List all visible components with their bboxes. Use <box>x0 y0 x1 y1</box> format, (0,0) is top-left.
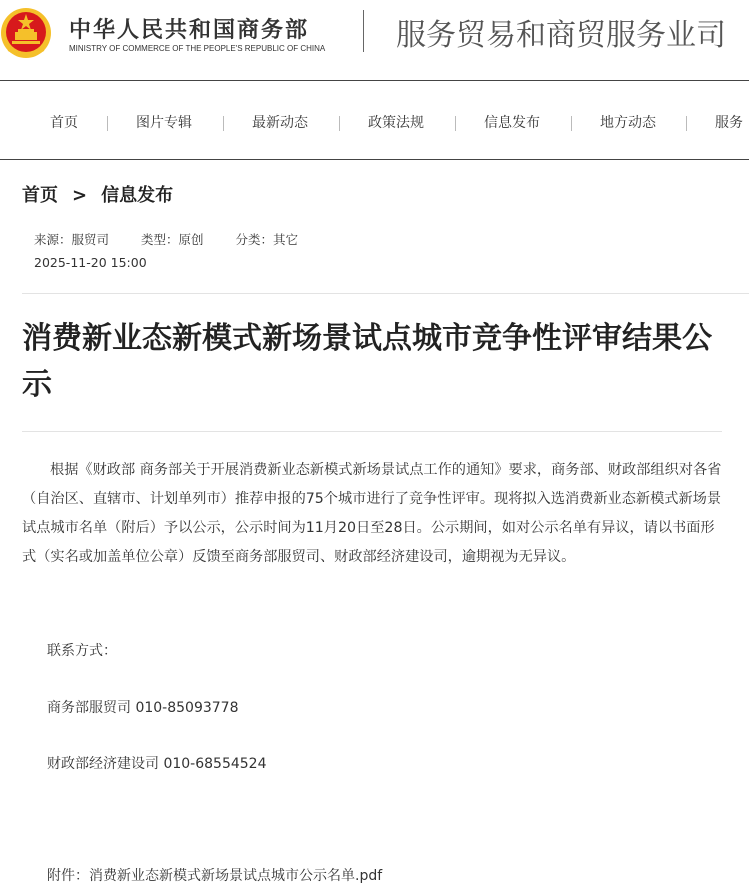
article-meta <box>34 230 326 248</box>
nav-item-gallery[interactable]: 图片专辑 <box>136 115 192 131</box>
header-divider <box>363 10 364 52</box>
meta-type: 类型：原创 <box>141 232 204 247</box>
nav-item-news[interactable]: 最新动态 <box>252 115 308 131</box>
national-emblem-icon[interactable] <box>0 5 52 61</box>
meta-category: 分类：其它 <box>235 232 299 247</box>
breadcrumb <box>22 181 173 207</box>
nav-separator <box>455 116 456 131</box>
nav-separator <box>686 116 687 131</box>
site-header <box>0 0 749 81</box>
nav-separator <box>571 116 572 131</box>
nav-separator <box>223 116 224 131</box>
department-name[interactable]: 服务贸易和商贸服务业司 <box>396 18 726 53</box>
nav-separator <box>339 116 340 131</box>
ministry-name-cn[interactable]: 中华人民共和国商务部 <box>69 18 310 43</box>
contact-mofcom: 商务部服贸司 010-85093778 <box>47 700 239 716</box>
title-divider <box>22 431 722 432</box>
breadcrumb-home[interactable]: 首页 <box>22 185 58 206</box>
nav-item-local[interactable]: 地方动态 <box>600 115 656 131</box>
nav-separator <box>107 116 108 131</box>
article-paragraph: 根据《财政部 商务部关于开展消费新业态新模式新场景试点工作的通知》要求，商务部、财政部组织对各省（自治区、直辖市、计划单列市）推荐申报的75个城市进行了竞争性评审。现将拟入选消费新业态新模式新场景试点城市名单（附后）予以公示，公示时间为11月20日至28日。公示期间，如对公示名单有异议，请以书面形式（实名或加盖单位公章）反馈至商务部服贸司、财政部经济建设司，逾期视为无异议。 <box>22 462 722 565</box>
nav-item-home[interactable]: 首页 <box>50 115 78 131</box>
contact-mof: 财政部经济建设司 010-68554524 <box>47 756 267 772</box>
nav-item-policy[interactable]: 政策法规 <box>368 115 424 131</box>
attachment-label: 附件： <box>47 868 89 884</box>
attachment <box>47 865 382 885</box>
breadcrumb-arrow: > <box>72 185 88 206</box>
contact-label: 联系方式： <box>47 643 117 659</box>
ministry-name-en: MINISTRY OF COMMERCE OF THE PEOPLE'S REPUBLIC OF CHINA <box>69 44 326 53</box>
nav-item-info-release[interactable]: 信息发布 <box>484 115 540 131</box>
publish-date: 2025-11-20 15:00 <box>34 255 147 270</box>
article-title: 消费新业态新模式新场景试点城市竞争性评审结果公示 <box>22 321 712 402</box>
nav-item-services[interactable]: 服务 <box>715 115 743 131</box>
meta-divider <box>22 293 749 294</box>
meta-source: 来源：服贸司 <box>34 232 110 247</box>
breadcrumb-current[interactable]: 信息发布 <box>101 185 174 206</box>
main-nav <box>0 85 749 160</box>
attachment-link[interactable]: 消费新业态新模式新场景试点城市公示名单.pdf <box>89 868 383 884</box>
